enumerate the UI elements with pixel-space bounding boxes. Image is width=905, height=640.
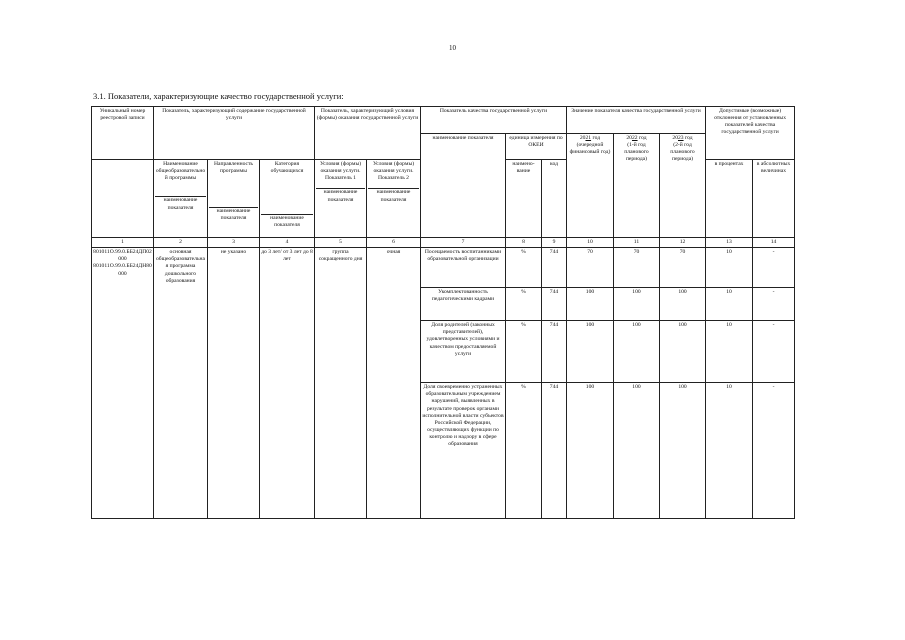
- unit-name: %: [506, 321, 542, 383]
- header-sub-condition-1: Условия (формы) оказания услуги. Показатель 1 наименование показателя: [315, 160, 367, 238]
- deviation-absolute: -: [753, 321, 795, 383]
- unit-code: 744: [542, 248, 567, 288]
- unit-code: 744: [542, 288, 567, 321]
- header-percent: в процентах: [706, 160, 753, 238]
- deviation-percent: 10: [706, 288, 753, 321]
- section-title: 3.1. Показатели, характеризующие качество государственной услуги:: [93, 91, 344, 101]
- value-year-3: 100: [660, 288, 706, 321]
- header-sub-category: Категория обучающихся наименование показателя: [260, 160, 315, 238]
- indicator-name: Доля своевременно устраненных образовательным учреждением нарушений, выявленных в результате проверок органами исполнительной власти субъектов Российской Федерации, осуществляющих функции по контролю и надзору в сфере образования: [421, 383, 506, 519]
- header-unit: единица измерения по ОКЕИ: [506, 134, 567, 160]
- header-sub-program-name: Наименование общеобразовательной программы наименование показателя: [154, 160, 208, 238]
- column-number: 14: [753, 238, 795, 248]
- column-number: 9: [542, 238, 567, 248]
- unit-name: %: [506, 383, 542, 519]
- header-quality-group: Показатель качества государственной услуги: [421, 107, 567, 134]
- header-sub-program-type: Направленность программы наименование показателя: [208, 160, 260, 238]
- deviation-absolute: -: [753, 248, 795, 288]
- student-category: до 3 лет/ от 3 лет до 8 лет: [260, 248, 315, 519]
- column-number: 7: [421, 238, 506, 248]
- value-year-2: 100: [614, 288, 660, 321]
- indicator-name: Укомплектованность педагогическими кадрами: [421, 288, 506, 321]
- value-year-1: 100: [567, 288, 614, 321]
- unit-code: 744: [542, 383, 567, 519]
- page-number: 10: [449, 44, 456, 52]
- deviation-absolute: -: [753, 383, 795, 519]
- column-number: 6: [367, 238, 421, 248]
- column-number: 5: [315, 238, 367, 248]
- value-year-2: 100: [614, 383, 660, 519]
- value-year-3: 100: [660, 321, 706, 383]
- indicator-name: Посещаемость воспитанниками образовательной организации: [421, 248, 506, 288]
- value-year-1: 100: [567, 321, 614, 383]
- column-number: 12: [660, 238, 706, 248]
- header-year-2: 2022 год (1-й год планового периода): [614, 134, 660, 238]
- program-name: основная общеобразовательная программа дошкольного образования: [154, 248, 208, 519]
- column-numbers-row: [92, 238, 795, 248]
- deviation-absolute: -: [753, 288, 795, 321]
- unit-code: 744: [542, 321, 567, 383]
- value-year-1: 100: [567, 383, 614, 519]
- table-row: [92, 248, 795, 288]
- service-condition-2: очная: [367, 248, 421, 519]
- header-registry: Уникальный номер реестровой записи: [92, 107, 154, 160]
- column-number: 13: [706, 238, 753, 248]
- deviation-percent: 10: [706, 383, 753, 519]
- column-number: 3: [208, 238, 260, 248]
- column-number: 2: [154, 238, 208, 248]
- header-row-1: [92, 107, 795, 134]
- header-content-group: Показатель, характеризующий содержание государственной услуги: [154, 107, 315, 160]
- indicator-name: Доля родителей (законных представителей), удовлетворенных условиями и качеством предоставляемой услуги: [421, 321, 506, 383]
- registry-number: 801011О.99.0.ББ24ДП02000 801011О.99.0.ББ24ДН80000: [92, 248, 154, 519]
- value-year-2: 100: [614, 321, 660, 383]
- service-condition-1: группа сокращенного дня: [315, 248, 367, 519]
- header-unit-code: код: [542, 160, 567, 238]
- column-number: 4: [260, 238, 315, 248]
- header-values-group: Значение показателя качества государственной услуги: [567, 107, 706, 134]
- unit-name: %: [506, 248, 542, 288]
- deviation-percent: 10: [706, 321, 753, 383]
- header-unit-name: наимено-вание: [506, 160, 542, 238]
- deviation-percent: 10: [706, 248, 753, 288]
- unit-name: %: [506, 288, 542, 321]
- header-sub-condition-2: Условия (формы) оказания услуги. Показатель 2 наименование показателя: [367, 160, 421, 238]
- column-number: 1: [92, 238, 154, 248]
- column-number: 11: [614, 238, 660, 248]
- header-indicator-name: наименование показателя: [421, 134, 506, 238]
- quality-indicators-table: [91, 106, 795, 519]
- header-deviations-group: Допустимые (возможные) отклонения от установленных показателей качества государственной услуги: [706, 107, 795, 160]
- header-year-3: 2023 год (2-й год планового периода): [660, 134, 706, 238]
- program-orientation: не указано: [208, 248, 260, 519]
- header-year-1: 2021 год (очередной финансовый год): [567, 134, 614, 238]
- header-blank: [92, 160, 154, 238]
- header-conditions-group: Показатель, характеризующий условия (формы) оказания государственной услуги: [315, 107, 421, 160]
- column-number: 10: [567, 238, 614, 248]
- value-year-2: 70: [614, 248, 660, 288]
- value-year-1: 70: [567, 248, 614, 288]
- column-number: 8: [506, 238, 542, 248]
- value-year-3: 70: [660, 248, 706, 288]
- value-year-3: 100: [660, 383, 706, 519]
- header-absolute: в абсолютных величинах: [753, 160, 795, 238]
